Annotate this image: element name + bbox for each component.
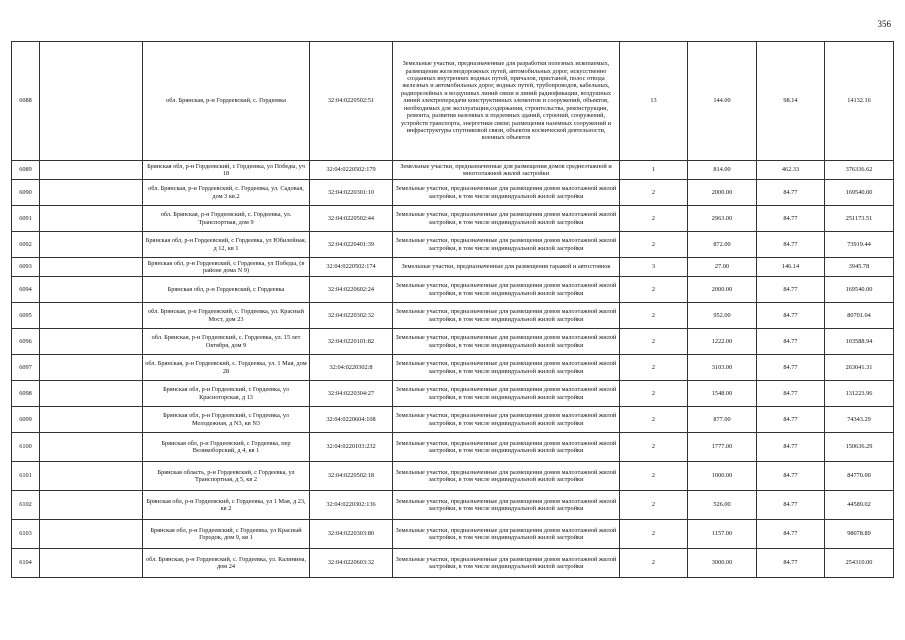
row-rate: 146.14 — [757, 258, 825, 277]
row-area: 952.00 — [688, 303, 757, 329]
empty-cell — [40, 549, 143, 578]
empty-cell — [40, 433, 143, 462]
row-area: 877.00 — [688, 407, 757, 433]
empty-cell — [40, 329, 143, 355]
row-address: Брянская обл, р-н Гордеевский, с Гордеевка, ул Победы, уч 18 — [143, 161, 310, 180]
row-group: 2 — [620, 549, 688, 578]
empty-cell — [40, 258, 143, 277]
row-address: обл. Брянская, р-н Гордеевский, с. Гордеевка, ул. 15 лет Октября, дом 9 — [143, 329, 310, 355]
row-cost: 80701.04 — [825, 303, 894, 329]
row-cost: 150636.29 — [825, 433, 894, 462]
row-rate: 84.77 — [757, 381, 825, 407]
row-cost: 254310.00 — [825, 549, 894, 578]
row-cadastral-number: 32:04:0220604:108 — [310, 407, 393, 433]
row-area: 144.00 — [688, 42, 757, 161]
table-row — [12, 520, 894, 549]
row-area: 526.00 — [688, 491, 757, 520]
table-row — [12, 433, 894, 462]
row-cadastral-number: 32:04:0220302:8 — [310, 355, 393, 381]
row-cost: 44589.02 — [825, 491, 894, 520]
row-area: 814.00 — [688, 161, 757, 180]
row-address: Брянская обл, р-н Гордеевский, с Гордеевка, ул Юбилейная, д 12, кв 1 — [143, 232, 310, 258]
row-rate: 98.14 — [757, 42, 825, 161]
row-group: 2 — [620, 303, 688, 329]
row-land-purpose: Земельные участки, предназначенные для размещения домов малоэтажной жилой застройки, в том числе индивидуальной жилой застройки — [393, 433, 620, 462]
row-address: Брянская обл, р-н Гордеевский, с Гордеевка, ул Победы, (в районе дома N 9) — [143, 258, 310, 277]
table-row — [12, 407, 894, 433]
row-cadastral-number: 32:04:0220302:32 — [310, 303, 393, 329]
row-area: 3103.00 — [688, 355, 757, 381]
row-cadastral-number: 32:04:0220101:82 — [310, 329, 393, 355]
row-land-purpose: Земельные участки, предназначенные для размещения домов малоэтажной жилой застройки, в том числе индивидуальной жилой застройки — [393, 549, 620, 578]
row-rate: 84.77 — [757, 491, 825, 520]
row-group: 2 — [620, 407, 688, 433]
row-cadastral-number: 32:04:0220502:51 — [310, 42, 393, 161]
row-rate: 84.77 — [757, 355, 825, 381]
row-rate: 84.77 — [757, 277, 825, 303]
table-row — [12, 42, 894, 161]
empty-cell — [40, 381, 143, 407]
row-address: Брянская обл, р-н Гордеевский, с Гордеевка — [143, 277, 310, 303]
row-land-purpose: Земельные участки, предназначенные для размещения домов малоэтажной жилой застройки, в том числе индивидуальной жилой застройки — [393, 355, 620, 381]
row-cadastral-number: 32:04:0220401:39 — [310, 232, 393, 258]
row-land-purpose: Земельные участки, предназначенные для размещения домов малоэтажной жилой застройки, в том числе индивидуальной жилой застройки — [393, 381, 620, 407]
row-area: 1000.00 — [688, 462, 757, 491]
row-land-purpose: Земельные участки, предназначенные для размещения гаражей и автостоянок — [393, 258, 620, 277]
row-address: обл. Брянская, р-н Гордеевский, с. Гордеевка — [143, 42, 310, 161]
row-cadastral-number: 32:04:0220103:232 — [310, 433, 393, 462]
row-land-purpose: Земельные участки, предназначенные для разработки полезных ископаемых, размещения железнодорожных путей, автомобильных дорог, искусственно созданных внутренних водных путей, причалов, пристаней, полос отвода железных и автомобильных дорог, водных путей, трубопроводов, кабельных, радиорелейных и воздушных линий связи и линий радиофикации, воздушных линий электропередачи конструктивных элементов и сооружений, объектов, необходимых для эксплуатации,содержания, строительства, реконструкции, ремонта, развития наземных и подземных зданий, строений, сооружений, устройств транспорта, энергетики связи; размещения наземных сооружений и инфраструктуры спутниковой связи, объектов космической деятельности, военных объектов — [393, 42, 620, 161]
row-rate: 84.77 — [757, 520, 825, 549]
table-body — [12, 42, 894, 578]
empty-cell — [40, 161, 143, 180]
row-group: 2 — [620, 277, 688, 303]
row-id: 6092 — [12, 232, 40, 258]
row-cost: 103588.94 — [825, 329, 894, 355]
row-cadastral-number: 32:04:0220603:32 — [310, 549, 393, 578]
row-land-purpose: Земельные участки, предназначенные для размещения домов малоэтажной жилой застройки, в том числе индивидуальной жилой застройки — [393, 407, 620, 433]
row-group: 2 — [620, 206, 688, 232]
table-row — [12, 491, 894, 520]
row-id: 6100 — [12, 433, 40, 462]
row-cadastral-number: 32:04:0220602:24 — [310, 277, 393, 303]
row-cost: 98078.89 — [825, 520, 894, 549]
row-rate: 84.77 — [757, 407, 825, 433]
row-rate: 84.77 — [757, 549, 825, 578]
row-cost: 14132.16 — [825, 42, 894, 161]
row-land-purpose: Земельные участки, предназначенные для размещения домов малоэтажной жилой застройки, в том числе индивидуальной жилой застройки — [393, 277, 620, 303]
row-rate: 84.77 — [757, 329, 825, 355]
row-cost: 263041.31 — [825, 355, 894, 381]
row-cost: 251173.51 — [825, 206, 894, 232]
row-id: 6091 — [12, 206, 40, 232]
table-row — [12, 277, 894, 303]
row-land-purpose: Земельные участки, предназначенные для размещения домов малоэтажной жилой застройки, в том числе индивидуальной жилой застройки — [393, 303, 620, 329]
row-cadastral-number: 32:04:0220303:80 — [310, 520, 393, 549]
cadastral-registry-table — [11, 41, 894, 578]
row-cost: 84770.00 — [825, 462, 894, 491]
table-row — [12, 180, 894, 206]
row-id: 6099 — [12, 407, 40, 433]
row-group: 2 — [620, 381, 688, 407]
row-land-purpose: Земельные участки, предназначенные для размещения домов малоэтажной жилой застройки, в том числе индивидуальной жилой застройки — [393, 462, 620, 491]
row-area: 1548.00 — [688, 381, 757, 407]
row-id: 6088 — [12, 42, 40, 161]
row-address: обл. Брянская, р-н Гордеевский, с. Гордеевка, ул. Садовая, дом 3 кв.2 — [143, 180, 310, 206]
table-row — [12, 161, 894, 180]
table-row — [12, 329, 894, 355]
row-id: 6098 — [12, 381, 40, 407]
table-row — [12, 462, 894, 491]
row-cost: 376336.62 — [825, 161, 894, 180]
row-cadastral-number: 32:04:0220301:10 — [310, 180, 393, 206]
row-group: 2 — [620, 520, 688, 549]
row-land-purpose: Земельные участки, предназначенные для размещения домов малоэтажной жилой застройки, в том числе индивидуальной жилой застройки — [393, 520, 620, 549]
empty-cell — [40, 180, 143, 206]
table-row — [12, 549, 894, 578]
row-address: Брянская обл, р-н Гордеевский, с Гордеевка, ул Молодежная, д N3, кв N3 — [143, 407, 310, 433]
row-cost: 131223.96 — [825, 381, 894, 407]
row-group: 1 — [620, 161, 688, 180]
row-area: 3000.00 — [688, 549, 757, 578]
row-land-purpose: Земельные участки, предназначенные для размещения домов среднеэтажной и многоэтажной жилой застройки — [393, 161, 620, 180]
row-address: обл. Брянская, р-н Гордеевский, с. Гордеевка, ул. Транспортная, дом 9 — [143, 206, 310, 232]
empty-cell — [40, 407, 143, 433]
row-address: Брянская обл, р-н Гордеевский, с Гордеевка, ул Красный Городок, дом 9, кв 1 — [143, 520, 310, 549]
row-cadastral-number: 32:04:0220502:179 — [310, 161, 393, 180]
row-area: 2963.00 — [688, 206, 757, 232]
row-id: 6097 — [12, 355, 40, 381]
table-row — [12, 258, 894, 277]
empty-cell — [40, 232, 143, 258]
row-cadastral-number: 32:04:0220502:18 — [310, 462, 393, 491]
row-id: 6090 — [12, 180, 40, 206]
row-address: Брянская обл, р-н Гордеевский, с Гордеевка, ул Красногорская, д 13 — [143, 381, 310, 407]
row-group: 13 — [620, 42, 688, 161]
row-cost: 169540.00 — [825, 180, 894, 206]
row-id: 6104 — [12, 549, 40, 578]
row-group: 2 — [620, 491, 688, 520]
row-rate: 84.77 — [757, 433, 825, 462]
row-id: 6095 — [12, 303, 40, 329]
row-id: 6103 — [12, 520, 40, 549]
table-row — [12, 355, 894, 381]
row-cost: 73919.44 — [825, 232, 894, 258]
row-address: обл. Брянская, р-н Гордеевский, с. Гордеевка, ул. 1 Мая, дом 28 — [143, 355, 310, 381]
table-row — [12, 303, 894, 329]
empty-cell — [40, 206, 143, 232]
row-id: 6102 — [12, 491, 40, 520]
empty-cell — [40, 462, 143, 491]
row-rate: 84.77 — [757, 303, 825, 329]
row-land-purpose: Земельные участки, предназначенные для размещения домов малоэтажной жилой застройки, в том числе индивидуальной жилой застройки — [393, 206, 620, 232]
row-area: 872.00 — [688, 232, 757, 258]
empty-cell — [40, 277, 143, 303]
row-land-purpose: Земельные участки, предназначенные для размещения домов малоэтажной жилой застройки, в том числе индивидуальной жилой застройки — [393, 180, 620, 206]
row-address: Брянская обл, р-н Гордеевский, с Гордеевка, пер Великоборский, д 4, кв 1 — [143, 433, 310, 462]
empty-cell — [40, 303, 143, 329]
row-id: 6093 — [12, 258, 40, 277]
row-cadastral-number: 32:04:0220304:27 — [310, 381, 393, 407]
row-area: 1777.00 — [688, 433, 757, 462]
row-area: 2000.00 — [688, 277, 757, 303]
table-row — [12, 381, 894, 407]
row-rate: 84.77 — [757, 180, 825, 206]
row-group: 2 — [620, 329, 688, 355]
table-row — [12, 232, 894, 258]
row-area: 2000.00 — [688, 180, 757, 206]
row-land-purpose: Земельные участки, предназначенные для размещения домов малоэтажной жилой застройки, в том числе индивидуальной жилой застройки — [393, 232, 620, 258]
row-id: 6094 — [12, 277, 40, 303]
row-group: 2 — [620, 180, 688, 206]
row-land-purpose: Земельные участки, предназначенные для размещения домов малоэтажной жилой застройки, в том числе индивидуальной жилой застройки — [393, 491, 620, 520]
row-cadastral-number: 32:04:0220302:136 — [310, 491, 393, 520]
row-cadastral-number: 32:04:0220502:44 — [310, 206, 393, 232]
row-rate: 84.77 — [757, 462, 825, 491]
empty-cell — [40, 42, 143, 161]
row-address: обл. Брянская, р-н Гордеевский, с. Гордеевка, ул. Калинина, дом 24 — [143, 549, 310, 578]
empty-cell — [40, 491, 143, 520]
table-row — [12, 206, 894, 232]
empty-cell — [40, 520, 143, 549]
row-address: Брянская область, р-н Гордеевский, с Гордеевка, ул Транспортная, д 5, кв 2 — [143, 462, 310, 491]
row-id: 6096 — [12, 329, 40, 355]
row-cadastral-number: 32:04:0220502:174 — [310, 258, 393, 277]
row-group: 2 — [620, 462, 688, 491]
empty-cell — [40, 355, 143, 381]
row-area: 1222.00 — [688, 329, 757, 355]
page-number: 356 — [877, 19, 891, 29]
row-group: 2 — [620, 433, 688, 462]
row-address: обл. Брянская, р-н Гордеевский, с. Гордеевка, ул. Красный Мост, дом 23 — [143, 303, 310, 329]
row-rate: 462.33 — [757, 161, 825, 180]
row-cost: 169540.00 — [825, 277, 894, 303]
row-land-purpose: Земельные участки, предназначенные для размещения домов малоэтажной жилой застройки, в том числе индивидуальной жилой застройки — [393, 329, 620, 355]
row-rate: 84.77 — [757, 206, 825, 232]
row-address: Брянская обл, р-н Гордеевский, с Гордеевка, ул 1 Мая, д 23, кв 2 — [143, 491, 310, 520]
row-cost: 74343.29 — [825, 407, 894, 433]
row-group: 3 — [620, 258, 688, 277]
row-area: 27.00 — [688, 258, 757, 277]
row-group: 2 — [620, 232, 688, 258]
row-id: 6101 — [12, 462, 40, 491]
row-rate: 84.77 — [757, 232, 825, 258]
row-id: 6089 — [12, 161, 40, 180]
row-area: 1157.00 — [688, 520, 757, 549]
row-group: 2 — [620, 355, 688, 381]
row-cost: 3945.78 — [825, 258, 894, 277]
